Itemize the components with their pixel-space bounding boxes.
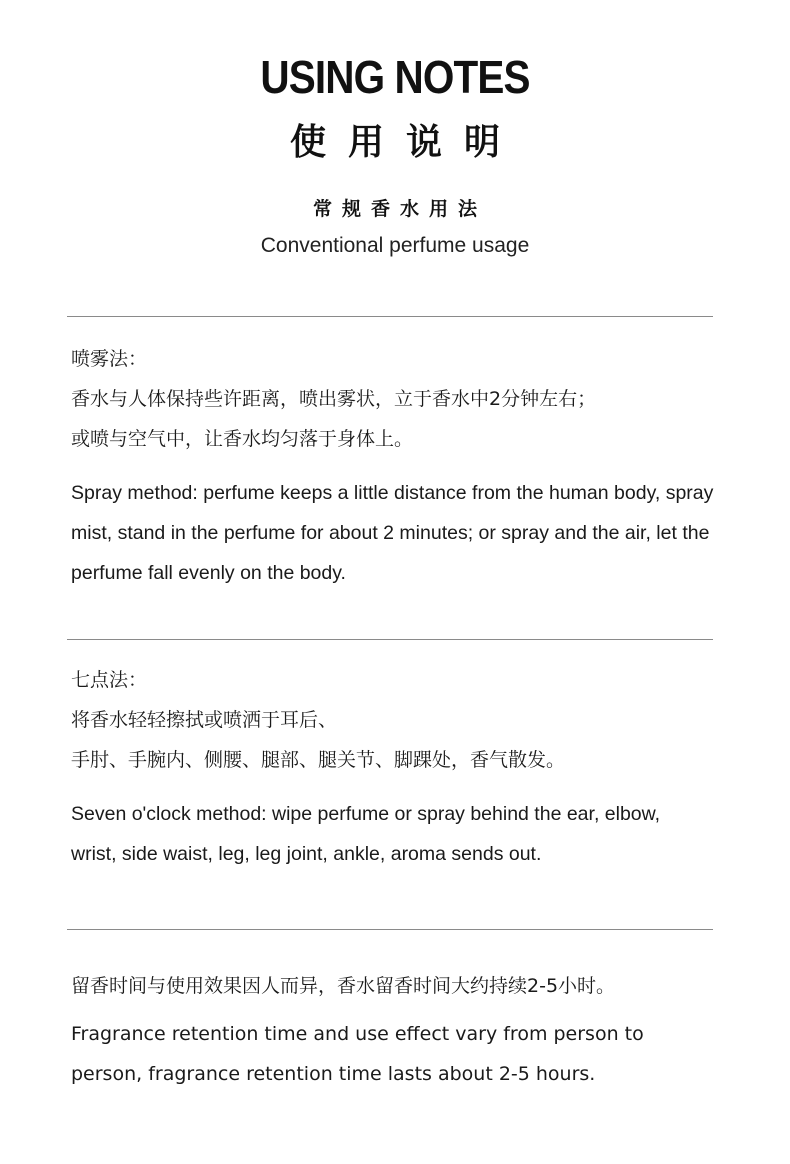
retention-en-text: Fragrance retention time and use effect vary from person to person, fragrance retention time lasts about 2-5 hours. [71, 1023, 644, 1085]
seven-point-cn-line-1: 将香水轻轻擦拭或喷洒于耳后、 [71, 709, 338, 731]
page-title-en: USING NOTES [260, 51, 530, 103]
page-title-cn: 使用说明 [289, 122, 522, 163]
divider-2 [67, 639, 713, 640]
seven-point-method-section [71, 660, 751, 874]
seven-point-en-text: Seven o'clock method: wipe perfume or spray behind the ear, elbow, wrist, side waist, leg, leg joint, ankle, aroma sends out. [71, 803, 661, 865]
spray-method-section [71, 339, 751, 593]
seven-point-heading: 七点法： [71, 669, 148, 691]
divider-1 [67, 316, 713, 317]
seven-point-cn-line-2: 手肘、手腕内、侧腰、腿部、腿关节、脚踝处，香气散发。 [71, 749, 566, 771]
subtitle-en: Conventional perfume usage [260, 234, 530, 257]
spray-method-heading: 喷雾法： [71, 348, 148, 370]
subtitle-cn: 常规香水用法 [312, 198, 487, 220]
spray-method-cn-line-1: 香水与人体保持些许距离，喷出雾状，立于香水中2分钟左右； [71, 388, 597, 410]
spray-method-cn-line-2: 或喷与空气中，让香水均匀落于身体上。 [71, 428, 414, 450]
retention-cn-line: 留香时间与使用效果因人而异，香水留香时间大约持续2-5小时。 [71, 975, 616, 997]
divider-3 [67, 929, 713, 930]
spray-method-en-text: Spray method: perfume keeps a little distance from the human body, spray mist, stand in the perfume for about 2 minutes; or spray and the air, let the perfume fall evenly on the body. [71, 482, 714, 584]
retention-section [71, 966, 751, 1094]
